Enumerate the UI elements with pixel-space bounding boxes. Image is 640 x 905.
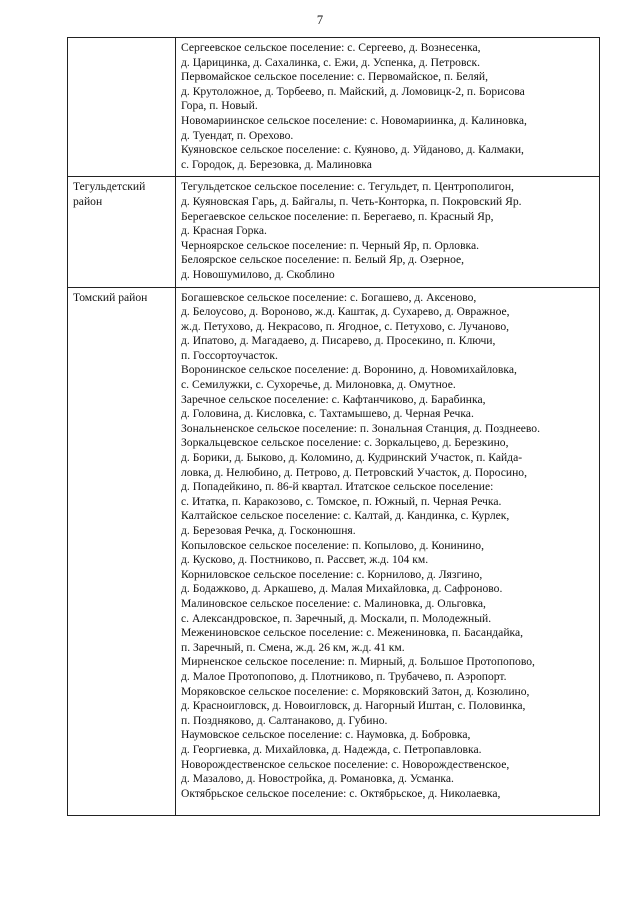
district-name: Тегульдетский район	[73, 180, 146, 208]
settlement-line: д. Царицинка, д. Сахалинка, с. Ежи, д. Успенка, д. Петровск.	[181, 55, 481, 69]
settlements-lines	[181, 41, 594, 172]
settlement-line: с. Семилужки, с. Сухоречье, д. Милоновка, д. Омутное.	[181, 378, 456, 392]
settlement-line: с. Городок, д. Березовка, д. Малиновка	[181, 157, 372, 171]
settlement-line: Моряковское сельское поселение: с. Моряковский Затон, д. Козюлино,	[181, 684, 530, 698]
settlement-line: Новомариинское сельское поселение: с. Новомариинка, д. Калиновка,	[181, 113, 527, 127]
settlement-line: Заречное сельское поселение: с. Кафтанчиково, д. Барабинка,	[181, 392, 486, 406]
settlements-cell	[176, 287, 600, 815]
settlements-cell	[176, 177, 600, 287]
district-name: Томский район	[73, 290, 148, 304]
settlement-line: д. Красноигловск, д. Новоигловск, д. Нагорный Иштан, с. Половинка,	[181, 699, 526, 713]
district-cell	[68, 287, 176, 815]
settlement-line: д. Мазалово, д. Новостройка, д. Романовка, д. Усманка.	[181, 772, 454, 786]
district-cell	[68, 38, 176, 177]
settlement-line: Черноярское сельское поселение: п. Черный Яр, п. Орловка.	[181, 238, 480, 252]
settlement-line: Межениновское сельское поселение: с. Межениновка, п. Басандайка,	[181, 626, 524, 640]
settlement-line: Первомайское сельское поселение: с. Первомайское, п. Беляй,	[181, 70, 489, 84]
settlement-line: д. Ипатово, д. Магадаево, д. Писарево, д. Просекино, п. Ключи,	[181, 334, 496, 348]
settlement-line: ловка, д. Нелюбино, д. Петрово, д. Петровский Участок, д. Поросино,	[181, 465, 528, 479]
settlement-line: п. Заречный, п. Смена, ж.д. 26 км, ж.д. 41 км.	[181, 640, 405, 654]
settlement-line: д. Бодажково, д. Аркашево, д. Малая Михайловка, д. Сафроново.	[181, 582, 503, 596]
settlement-line: д. Малое Протопопово, д. Плотниково, п. Трубачево, п. Аэропорт.	[181, 669, 507, 683]
settlement-line: п. Поздняково, д. Салтанаково, д. Губино.	[181, 713, 388, 727]
settlement-line: д. Борики, д. Быково, д. Коломино, д. Кудринский Участок, п. Кайда-	[181, 451, 523, 465]
settlement-line: д. Попадейкино, п. 86-й квартал. Итатское сельское поселение:	[181, 480, 494, 494]
settlement-line: Зональненское сельское поселение: п. Зональная Станция, д. Позднеево.	[181, 421, 540, 435]
settlement-line: д. Новошумилово, д. Скоблино	[181, 267, 335, 281]
settlement-line: д. Белоусово, д. Вороново, ж.д. Каштак, д. Сухарево, д. Овражное,	[181, 305, 510, 319]
settlement-line: Куяновское сельское поселение: с. Куяново, д. Уйданово, д. Калмаки,	[181, 143, 524, 157]
settlements-table-body	[68, 38, 600, 816]
settlement-line: Калтайское сельское поселение: с. Калтай, д. Кандинка, с. Курлек,	[181, 509, 510, 523]
settlement-line: д. Крутоложное, д. Торбеево, п. Майский, д. Ломовицк-2, п. Борисова	[181, 84, 525, 98]
settlement-line: Гора, п. Новый.	[181, 99, 258, 113]
settlements-cell	[176, 38, 600, 177]
district-cell	[68, 177, 176, 287]
page-number: 7	[316, 13, 324, 27]
settlement-line: Тегульдетское сельское поселение: с. Тегульдет, п. Центрополигон,	[181, 180, 514, 194]
settlement-line: Белоярское сельское поселение: п. Белый Яр, д. Озерное,	[181, 253, 465, 267]
settlement-line: Зоркальцевское сельское поселение: с. Зоркальцево, д. Березкино,	[181, 436, 509, 450]
settlement-line: Сергеевское сельское поселение: с. Сергеево, д. Вознесенка,	[181, 41, 481, 54]
table-row	[68, 38, 600, 177]
settlement-line: д. Головина, д. Кисловка, с. Тахтамышево, д. Черная Речка.	[181, 407, 474, 421]
settlement-line: п. Госсортоучасток.	[181, 348, 278, 362]
settlement-line: с. Итатка, п. Каракозово, с. Томское, п. Южный, п. Черная Речка.	[181, 494, 502, 508]
settlement-line: Октябрьское сельское поселение: с. Октябрьское, д. Николаевка,	[181, 786, 501, 800]
settlement-line: ж.д. Петухово, д. Некрасово, п. Ягодное, с. Петухово, с. Лучаново,	[181, 319, 510, 333]
settlement-line: д. Красная Горка.	[181, 224, 267, 238]
settlement-line: Богашевское сельское поселение: с. Богашево, д. Аксеново,	[181, 290, 477, 304]
settlement-line: с. Александровское, п. Заречный, д. Москали, п. Молодежный.	[181, 611, 492, 625]
settlement-line: Мирненское сельское поселение: п. Мирный, д. Большое Протопопово,	[181, 655, 535, 669]
settlement-line: Копыловское сельское поселение: п. Копылово, д. Конинино,	[181, 538, 484, 552]
settlements-table	[67, 37, 600, 816]
settlement-line: Берегаевское сельское поселение: п. Берегаево, п. Красный Яр,	[181, 209, 494, 223]
settlement-line: Корниловское сельское поселение: с. Корнилово, д. Лязгино,	[181, 567, 483, 581]
table-row	[68, 287, 600, 815]
settlement-line: д. Кусково, д. Постниково, п. Рассвет, ж.д. 104 км.	[181, 553, 429, 567]
table-row	[68, 177, 600, 287]
settlement-line: д. Березовая Речка, д. Госконюшня.	[181, 524, 356, 537]
settlement-line: Новорождественское сельское поселение: с. Новорождественское,	[181, 757, 510, 771]
settlement-line: д. Туендат, п. Орехово.	[181, 128, 294, 142]
settlement-line: Малиновское сельское поселение: с. Малиновка, д. Ольговка,	[181, 596, 486, 610]
settlements-lines	[181, 180, 594, 282]
settlement-line: Наумовское сельское поселение: с. Наумовка, д. Бобровка,	[181, 728, 471, 742]
settlements-lines	[181, 291, 594, 802]
settlement-line: д. Георгиевка, д. Михайловка, д. Надежда, с. Петропавловка.	[181, 742, 482, 756]
settlement-line: Воронинское сельское поселение: д. Воронино, д. Новомихайловка,	[181, 363, 517, 377]
settlement-line: д. Куяновская Гарь, д. Байгалы, п. Четь-Конторка, п. Покровский Яр.	[181, 194, 522, 208]
